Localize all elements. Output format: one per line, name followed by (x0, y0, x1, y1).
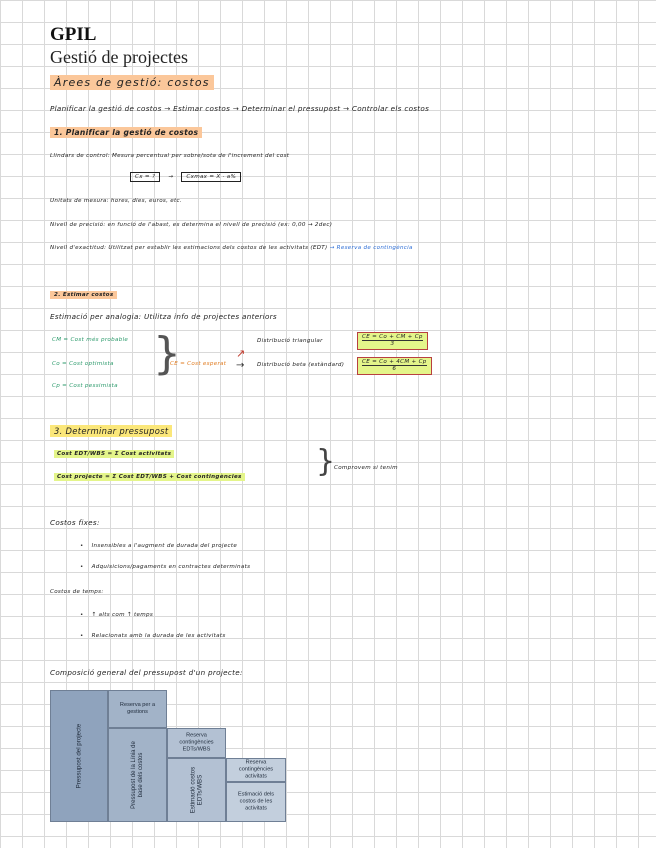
triangular-formula-numerator: CE = Co + CM + Cp (362, 334, 423, 340)
precision-text: Nivell de precisió: en funció de l'abast, es determina el nivell de precisió (ex: 0,00 → 2dec) (50, 222, 333, 228)
management-reserve-block (108, 690, 167, 728)
process-line: Planificar la gestió de costos → Estimar costos → Determinar el pressupost → Controlar els costos (50, 104, 430, 113)
edt-contingency-label: Reserva contingències EDTs/WBS (179, 732, 214, 753)
activity-estimate-label: Estimació dels costos de les activitats (237, 791, 275, 812)
time-costs-item-1: • ↑ alts com ↑ temps (80, 612, 153, 618)
activity-estimate-block (226, 782, 286, 822)
branch-arrow-right-icon: → (236, 360, 245, 371)
cost-baseline-label: Pressupost de la Línia de base dels costos (130, 741, 144, 809)
beta-formula-box (357, 357, 432, 375)
cost-pessimistic: Cp = Cost pessimista (52, 383, 118, 389)
beta-formula-numerator: CE = Co + 4CM + Cp (362, 359, 427, 365)
triangular-label: Distribució triangular (257, 338, 323, 344)
page-title: GPIL (50, 24, 97, 45)
cost-baseline-block (108, 728, 167, 822)
composition-title: Composició general del pressupost d'un projecte: (50, 668, 243, 677)
time-costs-item-2: • Relacionats amb la durada de les activitats (80, 633, 226, 639)
formula-right-box: Cxmax = X · a% (181, 172, 241, 182)
edt-estimate-label: Estimació costos EDTs/WBS (189, 766, 204, 814)
activity-contingency-block (226, 758, 286, 782)
analogy-text: Estimació per analogia: Utilitza info de projectes anteriors (50, 312, 277, 321)
accuracy-line (50, 245, 413, 251)
arrow-right-icon: → (168, 174, 174, 180)
section1-heading: 1. Planificar la gestió de costos (50, 128, 202, 137)
section2-heading: 2. Estimar costos (50, 292, 117, 298)
accuracy-text: Nivell d'exactitud: Utilitzat per establir les estimacions dels costos de les activitats (EDT) (50, 245, 328, 251)
brace-icon: } (153, 328, 181, 379)
expected-cost: CE = Cost esperat (170, 361, 227, 367)
time-costs-label: Costos de temps: (50, 589, 104, 595)
formula-left-box: Cx = ? (130, 172, 160, 182)
section3-heading: 3. Determinar pressupost (50, 426, 172, 436)
control-threshold-text: Llindars de control: Mesura percentual per sobre/sota de l'increment del cost (50, 153, 290, 159)
edt-estimate-block (167, 758, 226, 822)
fixed-costs-label: Costos fixes: (50, 518, 100, 527)
project-budget-block (50, 690, 108, 822)
branch-arrow-up-icon: ↗ (236, 347, 246, 360)
units-text: Unitats de mesura: hores, dies, euros, etc. (50, 198, 182, 204)
management-reserve-label: Reserva per a gestions (119, 702, 156, 715)
cost-most-probable: CM = Cost més probable (52, 337, 129, 343)
main-heading: Àrees de gestió: costos (50, 76, 214, 89)
activity-contingency-label: Reserva contingències activitats (238, 759, 274, 780)
threshold-formula (130, 174, 241, 180)
project-cost-line: Cost projecte = Σ Cost EDT/WBS + Cost contingències (54, 474, 245, 480)
fixed-costs-item-2: • Adquisicions/pagaments en contractes determinats (80, 564, 250, 570)
cost-optimistic: Co = Cost optimista (52, 361, 114, 367)
contingency-link: → Reserva de contingència (329, 245, 413, 251)
edt-contingency-block (167, 728, 226, 758)
beta-label: Distribució beta (estàndard) (257, 362, 345, 368)
beta-formula-denominator: 6 (392, 366, 397, 373)
triangular-formula-box (357, 332, 428, 350)
project-budget-label: Pressupost del projecte (75, 723, 83, 789)
page-subtitle: Gestió de projectes (50, 47, 188, 67)
triangular-formula-denominator: 3 (390, 341, 395, 348)
brace-right-icon: } (316, 444, 336, 479)
brace-note: Comprovem si tenim (334, 465, 398, 471)
budget-composition-diagram (50, 690, 286, 822)
fixed-costs-item-1: • Insensibles a l'augment de durada del projecte (80, 543, 237, 549)
edt-cost-line: Cost EDT/WBS = Σ Cost activitats (54, 451, 174, 457)
